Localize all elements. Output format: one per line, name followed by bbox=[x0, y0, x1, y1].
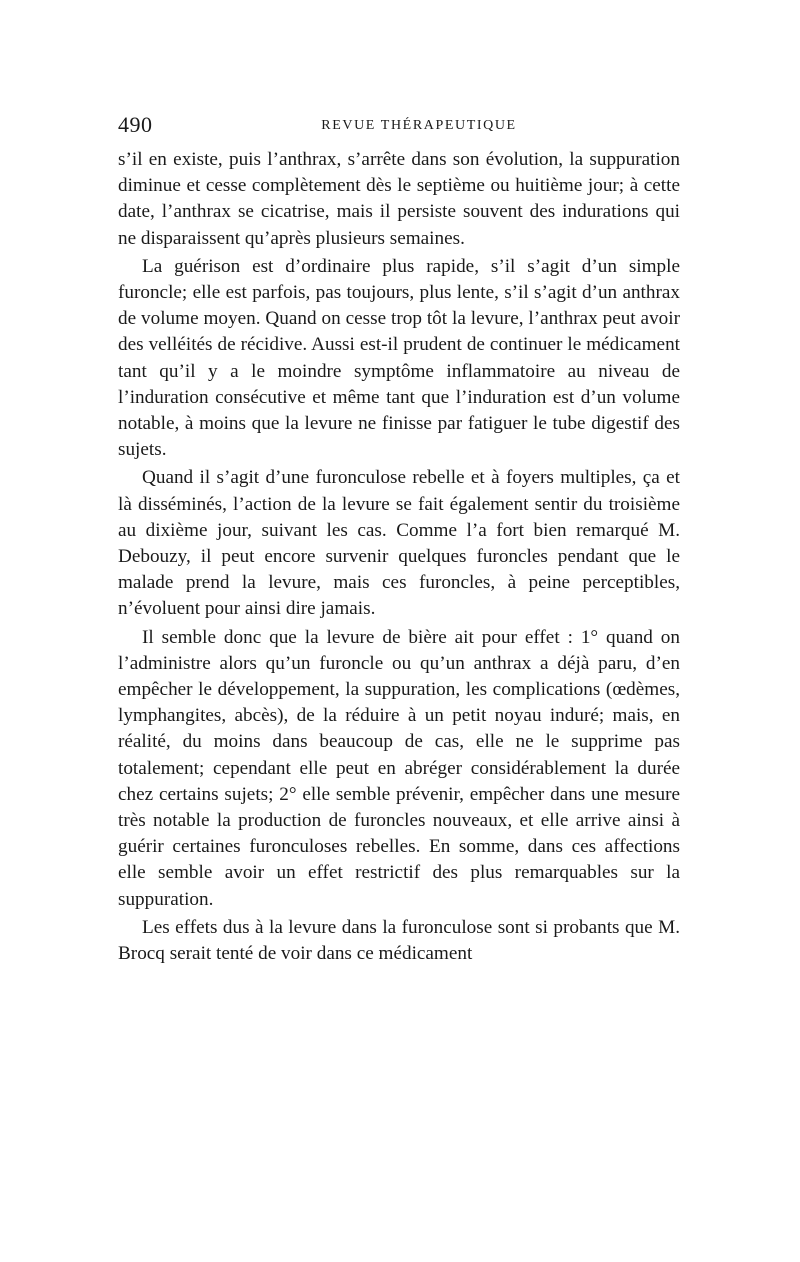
paragraph-continued: s’il en existe, puis l’anthrax, s’arrête dans son évolution, la suppuration diminue et cesse complètement dès le septième ou huitième jour; à cette date, l’anthrax se cicatrise, mais il persiste souvent des indurations qui ne disparaissent qu’après plusieurs semaines. bbox=[118, 149, 680, 249]
paragraph-guerison: La guérison est d’ordinaire plus rapide, s’il s’agit d’un simple furoncle; elle est parfois, pas toujours, plus lente, s’il s’agit d’un anthrax de volume moyen. Quand on cesse trop tôt la levure, l’anthrax peut avoir des velléités de récidive. Aussi est-il prudent de continuer le médicament tant qu’il y a le moindre symptôme inflammatoire au niveau de l’induration consécutive et même tant que l’induration est d’un volume notable, à moins que la levure ne finisse par fatiguer le tube digestif des sujets. bbox=[118, 255, 680, 461]
paragraph-effets-levure: Il semble donc que la levure de bière ait pour effet : 1° quand on l’administre alors qu’un furoncle ou qu’un anthrax a déjà paru, d’en empêcher le développement, la suppuration, les complications (œdèmes, lymphangites, abcès), de la réduire à un petit noyau induré; mais, en réalité, du moins dans beaucoup de cas, elle ne le supprime pas totalement; cependant elle peut en abréger considérablement la durée chez certains sujets; 2° elle semble prévenir, empêcher dans une mesure très notable la production de furoncles nouveaux, et elle arrive ainsi à guérir certaines furonculoses rebelles. En somme, dans ces affections elle semble avoir un effet restrictif des plus remarquables sur la suppuration. bbox=[118, 626, 680, 910]
running-head bbox=[118, 112, 680, 142]
paragraph-furonculose-rebelle: Quand il s’agit d’une furonculose rebelle et à foyers multiples, ça et là disséminés, l’action de la levure se fait également sentir du troisième au dixième jour, suivant les cas. Comme l’a fort bien remarqué M. Debouzy, il peut encore survenir quelques furoncles pendant que le malade prend la levure, mais ces furoncles, à peine perceptibles, n’évoluent pour ainsi dire jamais. bbox=[118, 467, 680, 620]
paragraph-brocq: Les effets dus à la levure dans la furonculose sont si probants que M. Brocq serait tenté de voir dans ce médicament bbox=[118, 916, 680, 965]
journal-title: REVUE THÉRAPEUTIQUE bbox=[321, 118, 517, 133]
body-text bbox=[118, 147, 680, 967]
page-number: 490 bbox=[118, 112, 153, 137]
